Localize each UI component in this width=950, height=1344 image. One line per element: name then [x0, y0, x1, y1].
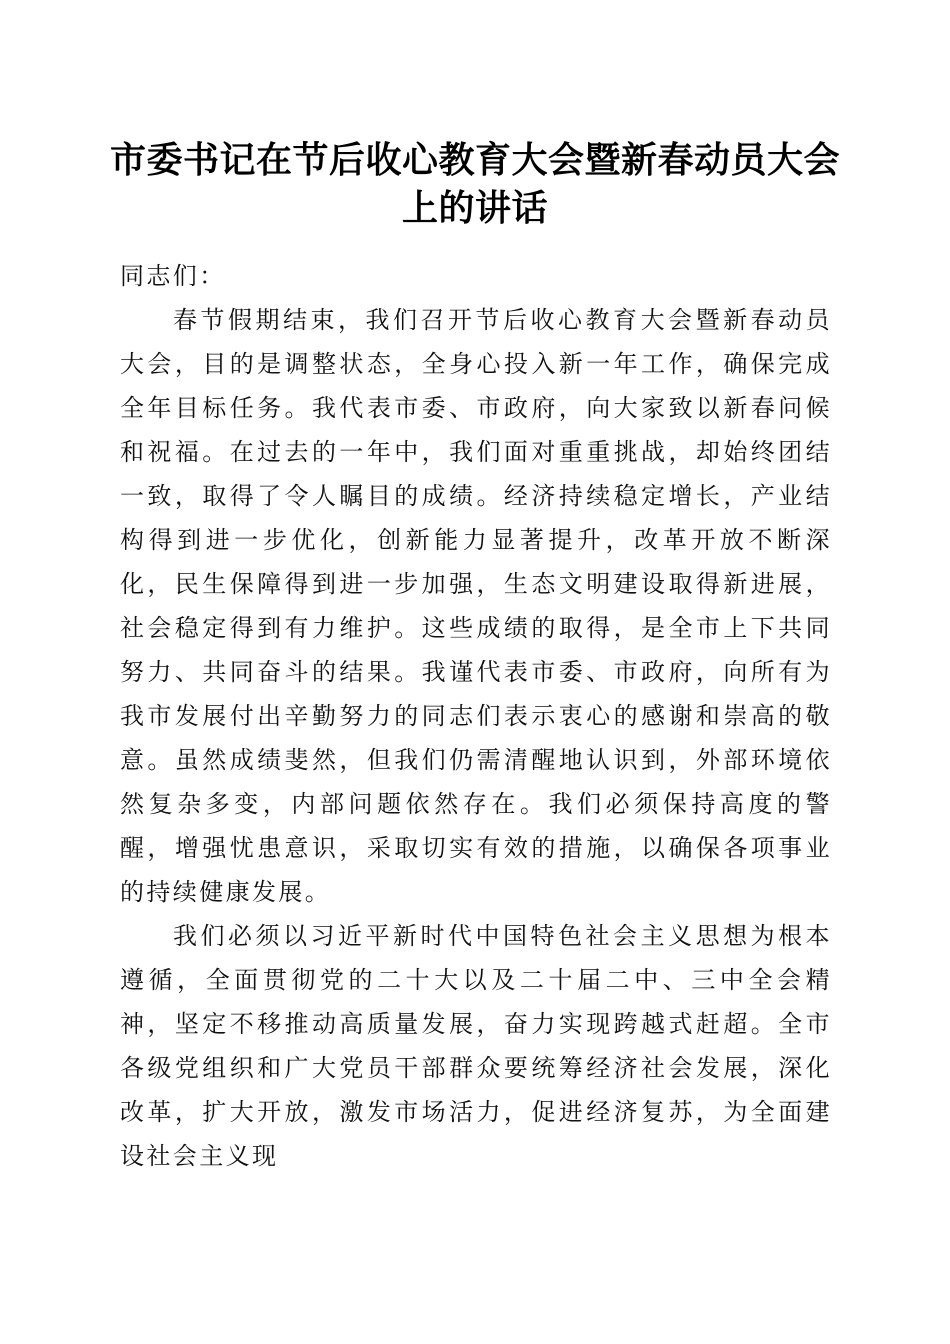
speech-body — [120, 254, 832, 1178]
paragraph-2: 我们必须以习近平新时代中国特色社会主义思想为根本遵循，全面贯彻党的二十大以及二十届二中、三中全会精神，坚定不移推动高质量发展，奋力实现跨越式赶超。全市各级党组织和广大党员干部群众要统筹经济社会发展，深化改革，扩大开放，激发市场活力，促进经济复苏，为全面建设社会主义现 — [120, 922, 832, 1170]
paragraph-1: 春节假期结束，我们召开节后收心教育大会暨新春动员大会，目的是调整状态，全身心投入新一年工作，确保完成全年目标任务。我代表市委、市政府，向大家致以新春问候和祝福。在过去的一年中，我们面对重重挑战，却始终团结一致，取得了令人瞩目的成绩。经济持续稳定增长，产业结构得到进一步优化，创新能力显著提升，改革开放不断深化，民生保障得到进一步加强，生态文明建设取得新进展，社会稳定得到有力维护。这些成绩的取得，是全市上下共同努力、共同奋斗的结果。我谨代表市委、市政府，向所有为我市发展付出辛勤努力的同志们表示衷心的感谢和崇高的敬意。虽然成绩斐然，但我们仍需清醒地认识到，外部环境依然复杂多变，内部问题依然存在。我们必须保持高度的警醒，增强忧患意识，采取切实有效的措施，以确保各项事业的持续健康发展。 — [120, 306, 832, 906]
salutation: 同志们： — [120, 262, 226, 290]
document-title: 市委书记在节后收心教育大会暨新春动员大会上的讲话 — [109, 139, 840, 229]
